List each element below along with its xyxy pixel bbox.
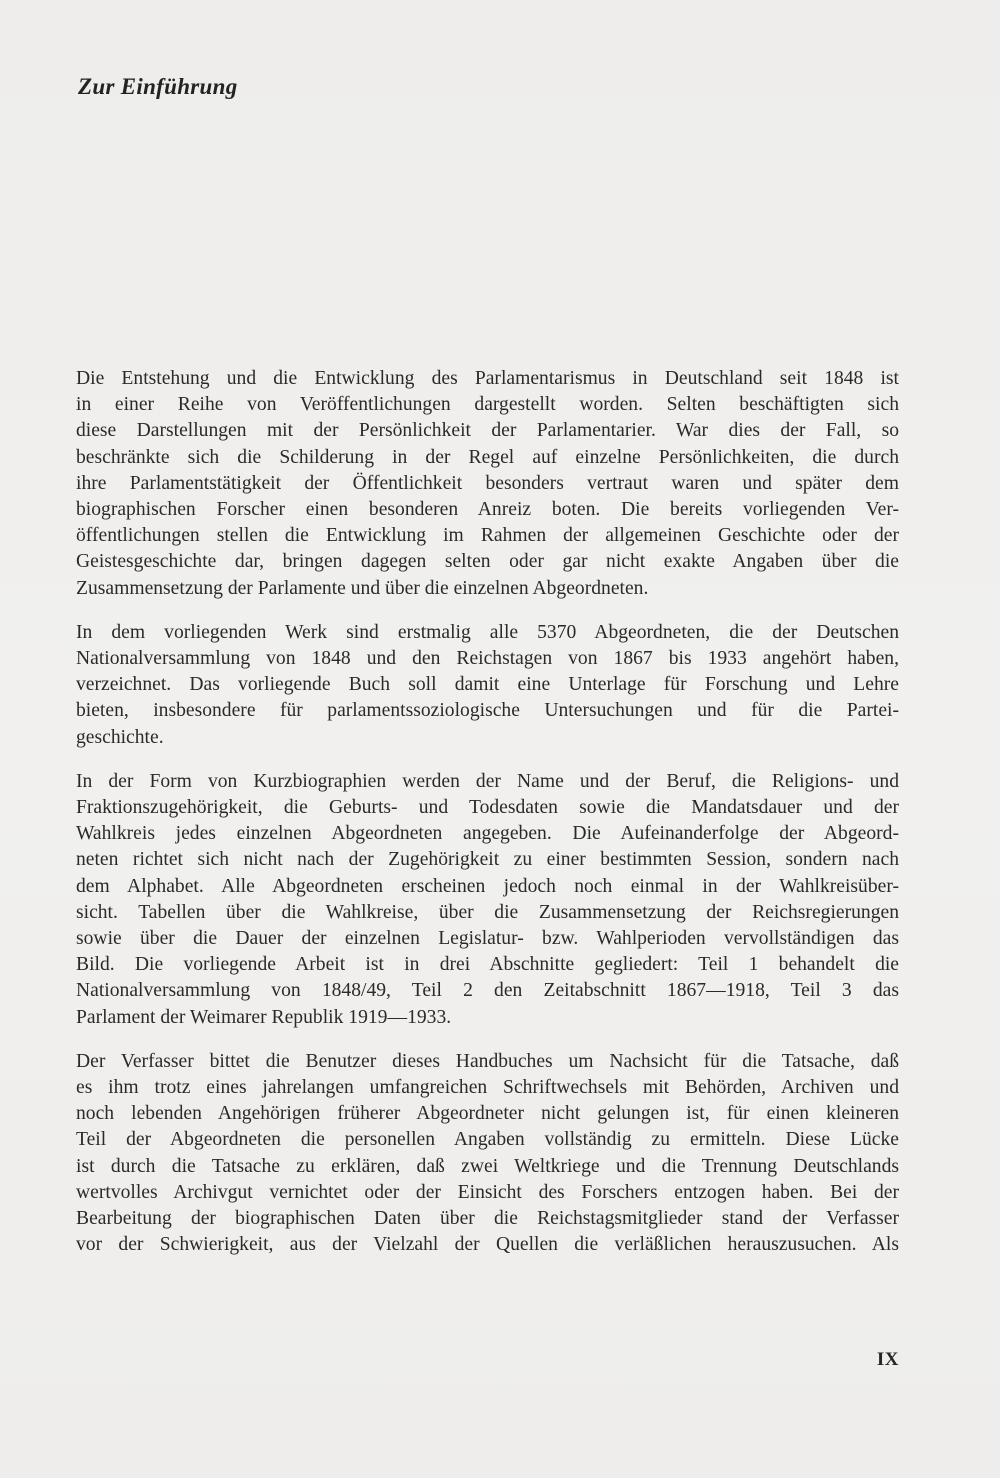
- text-line: Zusammensetzung der Parlamente und über die einzelnen Abgeordneten.: [76, 577, 649, 599]
- text-line: Bearbeitung der biographischen Daten über die Reichstagsmitglieder stand der Verfasser: [76, 1208, 899, 1230]
- text-line: sicht. Tabellen über die Wahlkreise, über die Zusammensetzung der Reichsregierungen: [76, 901, 899, 923]
- text-line: verzeichnet. Das vorliegende Buch soll damit eine Unterlage für Forschung und Lehre: [76, 674, 899, 696]
- page-number: IX: [876, 1349, 899, 1370]
- text-line: geschichte.: [76, 726, 164, 748]
- text-line: In der Form von Kurzbiographien werden der Name und der Beruf, die Religions- und: [76, 770, 899, 792]
- text-line: Fraktionszugehörigkeit, die Geburts- und Todesdaten sowie die Mandatsdauer und der: [76, 797, 899, 819]
- text-line: Der Verfasser bittet die Benutzer dieses Handbuches um Nachsicht für die Tatsache, daß: [76, 1050, 899, 1072]
- text-line: bieten, insbesondere für parlamentssoziologische Untersuchungen und für die Partei-: [76, 700, 899, 722]
- text-line: Bild. Die vorliegende Arbeit ist in drei Abschnitte gegliedert: Teil 1 behandelt die: [76, 954, 899, 976]
- paragraph-1: [76, 366, 899, 602]
- paragraph-2: [76, 620, 899, 751]
- section-heading: Zur Einführung: [78, 74, 238, 99]
- text-line: In dem vorliegenden Werk sind erstmalig alle 5370 Abgeordneten, die der Deutschen: [76, 621, 899, 643]
- text-line: Teil der Abgeordneten die personellen Angaben vollständig zu ermitteln. Diese Lücke: [76, 1129, 899, 1151]
- text-line: Parlament der Weimarer Republik 1919—1933.: [76, 1006, 452, 1028]
- text-line: noch lebenden Angehörigen früherer Abgeordneter nicht gelungen ist, für einen kleineren: [76, 1103, 899, 1125]
- text-line: dem Alphabet. Alle Abgeordneten erscheinen jedoch noch einmal in der Wahlkreisüber-: [76, 875, 899, 897]
- text-line: wertvolles Archivgut vernichtet oder der Einsicht des Forschers entzogen haben. Bei der: [76, 1181, 899, 1203]
- text-line: Geistesgeschichte dar, bringen dagegen selten oder gar nicht exakte Angaben über die: [76, 551, 899, 573]
- text-line: biographischen Forscher einen besonderen Anreiz boten. Die bereits vorliegenden Ver-: [76, 499, 899, 521]
- text-line: Die Entstehung und die Entwicklung des Parlamentarismus in Deutschland seit 1848 ist: [76, 368, 899, 389]
- text-line: ihre Parlamentstätigkeit der Öffentlichkeit besonders vertraut waren und später dem: [76, 472, 899, 494]
- body-text: [76, 366, 899, 1275]
- text-line: beschränkte sich die Schilderung in der Regel auf einzelne Persönlichkeiten, die durch: [76, 446, 899, 468]
- text-line: Nationalversammlung von 1848 und den Reichstagen von 1867 bis 1933 angehört haben,: [76, 648, 899, 670]
- text-line: sowie über die Dauer der einzelnen Legislatur- bzw. Wahlperioden vervollständigen das: [76, 928, 899, 950]
- text-line: diese Darstellungen mit der Persönlichkeit der Parlamentarier. War dies der Fall, so: [76, 420, 899, 442]
- text-line: Wahlkreis jedes einzelnen Abgeordneten angegeben. Die Aufeinanderfolge der Abgeord-: [76, 823, 899, 845]
- text-line: es ihm trotz eines jahrelangen umfangreichen Schriftwechsels mit Behörden, Archiven und: [76, 1077, 899, 1099]
- text-line: vor der Schwierigkeit, aus der Vielzahl der Quellen die verläßlichen herauszusuchen. Als: [76, 1234, 899, 1256]
- paragraph-3: [76, 769, 899, 1031]
- text-line: Nationalversammlung von 1848/49, Teil 2 den Zeitabschnitt 1867—1918, Teil 3 das: [76, 980, 899, 1002]
- paragraph-4: [76, 1049, 899, 1259]
- text-line: ist durch die Tatsache zu erklären, daß zwei Weltkriege und die Trennung Deutschlands: [76, 1155, 899, 1177]
- text-line: in einer Reihe von Veröffentlichungen dargestellt worden. Selten beschäftigten sich: [76, 394, 899, 416]
- text-line: öffentlichungen stellen die Entwicklung im Rahmen der allgemeinen Geschichte oder der: [76, 525, 899, 547]
- text-line: neten richtet sich nicht nach der Zugehörigkeit zu einer bestimmten Session, sondern nach: [76, 849, 899, 871]
